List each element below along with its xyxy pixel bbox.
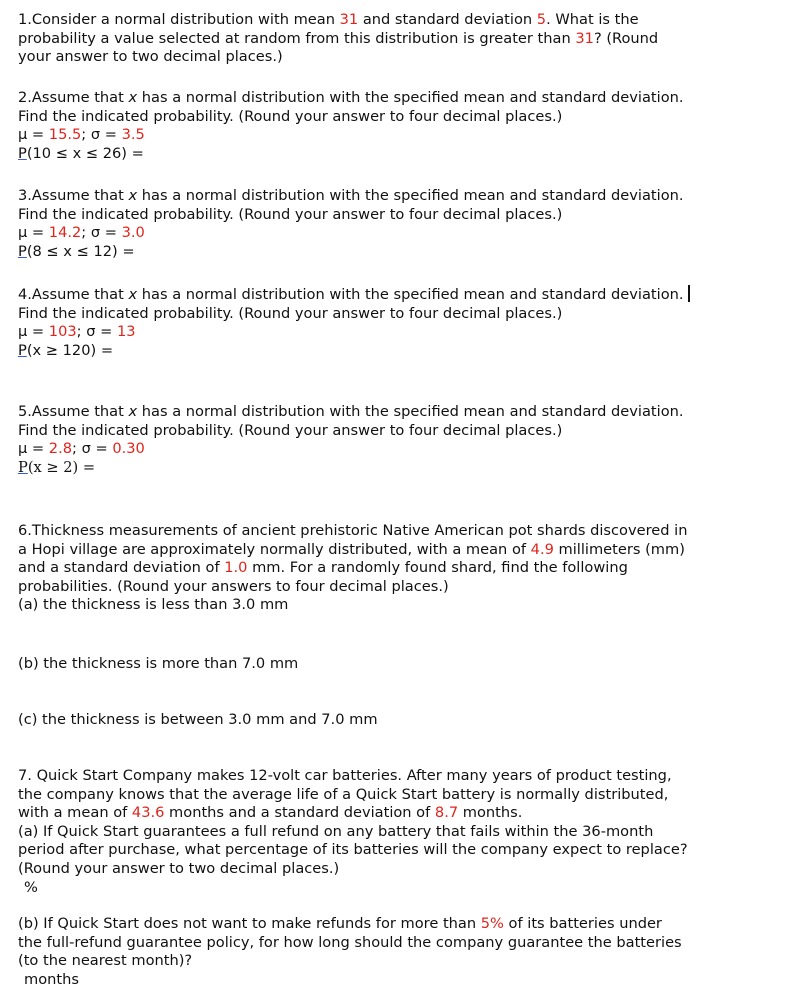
q4-line-2: Find the indicated probability. (Round your answer to four decimal places.)	[18, 304, 563, 322]
q1-mean-value: 31	[339, 11, 359, 28]
q3-parameters: μ = 14.2; σ = 3.0	[18, 224, 145, 242]
q6-line-1: 6.Thickness measurements of ancient prehistoric Native American pot shards discovered in	[18, 522, 688, 539]
q6-part-a: (a) the thickness is less than 3.0 mm	[18, 596, 289, 614]
q4-line-1: 4.Assume that x has a normal distribution with the specified mean and standard deviation.	[18, 285, 788, 305]
q2-sigma-value: 3.5	[121, 126, 145, 144]
q5-parameters: μ = 2.8; σ = 0.30	[18, 440, 145, 458]
q3-mu-value: 14.2	[48, 224, 82, 242]
question-1	[18, 11, 788, 67]
q2-line-1: 2.Assume that x has a normal distribution with the specified mean and standard deviation.	[18, 89, 684, 106]
question-3	[18, 187, 788, 261]
q3-probability-link[interactable]: P	[18, 242, 27, 260]
q3-line-2: Find the indicated probability. (Round your answer to four decimal places.)	[18, 205, 563, 223]
q4-probability-link[interactable]: P	[18, 341, 27, 359]
question-7	[18, 767, 788, 897]
q2-line-2: Find the indicated probability. (Round your answer to four decimal places.)	[18, 107, 563, 125]
q2-parameters: μ = 15.5; σ = 3.5	[18, 126, 145, 144]
q7-mean-value: 43.6	[131, 804, 165, 822]
q5-sigma-value: 0.30	[112, 440, 145, 458]
q5-probability-link[interactable]: P	[18, 458, 28, 476]
q7-part-b-line-2: the full-refund guarantee policy, for how long should the company guarantee the batteries	[18, 933, 682, 951]
q3-probability-expression: P(8 ≤ x ≤ 12) =	[18, 242, 135, 260]
q7-line-3: with a mean of 43.6 months and a standard deviation of 8.7 months.	[18, 804, 523, 822]
question-4	[18, 285, 788, 360]
q5-probability-expression: P(x ≥ 2) =	[18, 458, 96, 476]
q1-line-3: your answer to two decimal places.)	[18, 48, 283, 66]
q6-line-4: probabilities. (Round your answers to four decimal places.)	[18, 577, 449, 595]
q7-part-a-line-1: (a) If Quick Start guarantees a full refund on any battery that fails within the 36-month	[18, 822, 654, 840]
q7-part-b	[18, 915, 788, 989]
q4-mu-value: 103	[48, 323, 77, 341]
q7-line-2: the company knows that the average life of a Quick Start battery is normally distributed,	[18, 785, 669, 803]
q7-part-a-unit: %	[24, 878, 38, 896]
q5-line-1: 5.Assume that x has a normal distribution with the specified mean and standard deviation.	[18, 403, 684, 420]
q6-line-2: a Hopi village are approximately normally distributed, with a mean of 4.9 millimeters (mm)	[18, 540, 685, 558]
q6-part-c: (c) the thickness is between 3.0 mm and 7.0 mm	[18, 711, 378, 728]
q7-line-1: 7. Quick Start Company makes 12-volt car batteries. After many years of product testing,	[18, 767, 672, 784]
q4-probability-expression: P(x ≥ 120) =	[18, 341, 114, 359]
q6-line-3: and a standard deviation of 1.0 mm. For a randomly found shard, find the following	[18, 559, 628, 577]
q4-sigma-value: 13	[116, 323, 136, 341]
q6-sd-value: 1.0	[224, 559, 248, 577]
q1-threshold-value: 31	[575, 29, 594, 47]
question-5	[18, 403, 788, 477]
q7-part-a-line-3: (Round your answer to two decimal places.)	[18, 859, 340, 877]
question-2	[18, 89, 788, 163]
q2-mu-value: 15.5	[48, 126, 82, 144]
q5-mu-value: 2.8	[48, 440, 73, 458]
q7-sd-value: 8.7	[434, 804, 459, 822]
q7-part-a-line-2: period after purchase, what percentage of its batteries will the company expect to replace?	[18, 841, 688, 859]
q5-line-2: Find the indicated probability. (Round your answer to four decimal places.)	[18, 421, 563, 439]
q7-part-b-line-1: (b) If Quick Start does not want to make refunds for more than 5% of its batteries under	[18, 915, 662, 932]
q3-line-1: 3.Assume that x has a normal distribution with the specified mean and standard deviation.	[18, 187, 684, 204]
question-6	[18, 522, 788, 615]
q2-probability-link[interactable]: P	[18, 144, 27, 162]
q1-sd-value: 5	[536, 11, 547, 28]
q2-probability-expression: P(10 ≤ x ≤ 26) =	[18, 144, 144, 162]
q6-mean-value: 4.9	[530, 540, 554, 558]
q7-percent-value: 5%	[480, 915, 504, 932]
q7-part-b-line-3: (to the nearest month)?	[18, 952, 193, 970]
text-cursor	[688, 285, 690, 302]
q1-line-1: 1.Consider a normal distribution with mean 31 and standard deviation 5. What is the	[18, 11, 639, 28]
q3-sigma-value: 3.0	[121, 224, 145, 242]
q7-part-b-unit: months	[24, 970, 79, 988]
q6-part-b: (b) the thickness is more than 7.0 mm	[18, 655, 299, 672]
q1-line-2: probability a value selected at random from this distribution is greater than 31? (Round	[18, 29, 659, 47]
q4-parameters: μ = 103; σ = 13	[18, 323, 136, 341]
